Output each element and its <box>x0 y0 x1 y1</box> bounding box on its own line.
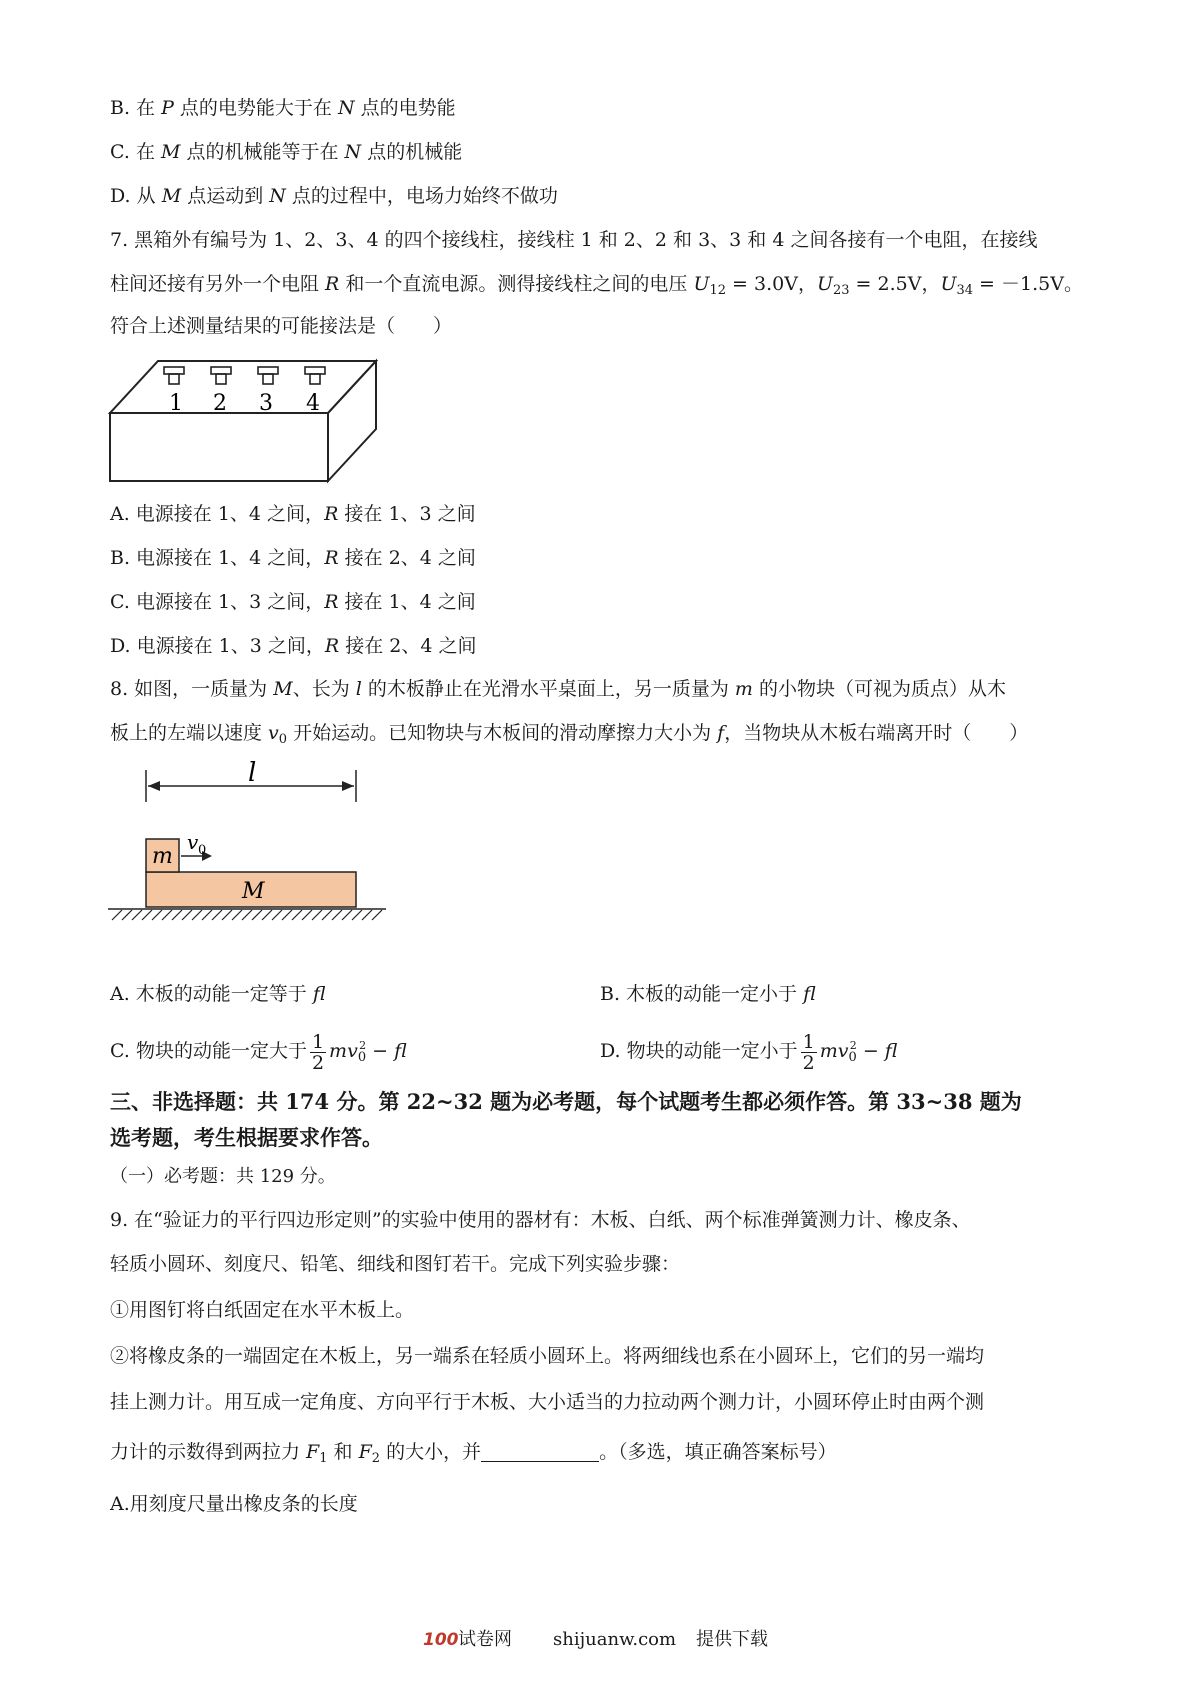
table-hatching <box>112 910 382 920</box>
q6-option-b: B. 在 P 点的电势能大于在 N 点的电势能 <box>110 97 456 119</box>
velocity-subscript: 0 <box>198 843 207 858</box>
q7-option-a: A. 电源接在 1、4 之间，R 接在 1、3 之间 <box>110 503 476 525</box>
q9-stem-line1: 9. 在“验证力的平行四边形定则”的实验中使用的器材有：木板、白纸、两个标准弹簧测力计、橡皮条、 <box>110 1209 971 1231</box>
length-label: l <box>248 760 257 788</box>
q7-option-c: C. 电源接在 1、3 之间，R 接在 1、4 之间 <box>110 591 476 613</box>
q6-option-d: D. 从 M 点运动到 N 点的过程中，电场力始终不做功 <box>110 185 558 207</box>
arrow-right-icon <box>342 781 354 791</box>
velocity-label: v <box>187 830 199 854</box>
q9-step2-line3: 力计的示数得到两拉力 $F_1$ 和 $F_2$ 的大小，并 。（多选，填正确答案标号） <box>110 1441 837 1466</box>
box-side-face <box>328 361 376 481</box>
answer-blank[interactable] <box>481 1441 599 1462</box>
q6-option-c: C. 在 M 点的机械能等于在 N 点的机械能 <box>110 141 463 163</box>
q9-step2-line1: ②将橡皮条的一端固定在木板上，另一端系在轻质小圆环上。将两细线也系在小圆环上，它们的另一端均 <box>110 1345 985 1367</box>
terminal-label-4: 4 <box>306 391 320 416</box>
terminal-3 <box>258 367 278 384</box>
terminal-label-3: 3 <box>259 391 273 416</box>
q7-stem-line3: 符合上述测量结果的可能接法是（ ） <box>110 315 453 337</box>
q7-stem-line1: 7. 黑箱外有编号为 1、2、3、4 的四个接线柱，接线柱 1 和 2、2 和 3、3 和 4 之间各接有一个电阻，在接线 <box>110 229 1038 251</box>
q8-option-a: A. 木板的动能一定等于 fl <box>110 983 326 1005</box>
board-label: M <box>242 879 265 904</box>
q9-step1: ①用图钉将白纸固定在水平木板上。 <box>110 1299 415 1321</box>
q7-stem-line2: 柱间还接有另外一个电阻 R 和一个直流电源。测得接线柱之间的电压 $U_{12} = 3.0V$，$U_{23} = 2.5V$，$U_{34} = -1.5V$。 <box>110 273 1083 298</box>
q7-option-d: D. 电源接在 1、3 之间，R 接在 2、4 之间 <box>110 635 477 657</box>
section3-subheading: （一）必考题：共 129 分。 <box>110 1166 336 1187</box>
site-logo: 100 <box>423 1630 459 1650</box>
q9-option-a: A.用刻度尺量出橡皮条的长度 <box>110 1493 358 1515</box>
arrow-left-icon <box>148 781 160 791</box>
q8-stem-line2: 板上的左端以速度 $v_0$ 开始运动。已知物块与木板间的滑动摩擦力大小为 f，当物块从木板右端离开时（ ） <box>110 722 1029 747</box>
terminal-2 <box>211 367 231 384</box>
q8-option-b: B. 木板的动能一定小于 fl <box>600 983 816 1005</box>
q9-stem-line2: 轻质小圆环、刻度尺、铅笔、细线和图钉若干。完成下列实验步骤： <box>110 1253 681 1275</box>
block-label: m <box>152 844 173 869</box>
box-front-face <box>110 413 328 481</box>
q9-step2-line2: 挂上测力计。用互成一定角度、方向平行于木板、大小适当的力拉动两个测力计，小圆环停止时由两个测 <box>110 1391 985 1413</box>
black-box-figure <box>108 355 380 485</box>
q7-option-b: B. 电源接在 1、4 之间，R 接在 2、4 之间 <box>110 547 476 569</box>
q8-option-c: C. 物块的动能一定大于 $\frac{1}{2}$ $mv_0^2$ − fl <box>110 1030 407 1074</box>
q8-option-d: D. 物块的动能一定小于 $\frac{1}{2}$ $mv_0^2$ − fl <box>600 1030 898 1074</box>
terminal-4 <box>305 367 325 384</box>
section3-heading-line1: 三、非选择题：共 174 分。第 22~32 题为必考题，每个试题考生都必须作答。第 33~38 题为 <box>110 1089 1022 1114</box>
terminal-label-1: 1 <box>169 391 183 416</box>
section3-heading-line2: 选考题，考生根据要求作答。 <box>110 1125 383 1150</box>
site-name: 试卷网 <box>458 1629 512 1650</box>
terminal-label-2: 2 <box>213 391 227 416</box>
download-text: 提供下载 <box>696 1629 768 1650</box>
q8-stem-line1: 8. 如图，一质量为 M、长为 l 的木板静止在光滑水平桌面上，另一质量为 m 的小物块（可视为质点）从木 <box>110 678 1006 700</box>
board-block-figure <box>108 760 388 960</box>
site-url[interactable]: shijuanw.com <box>553 1629 677 1650</box>
terminal-1 <box>164 367 184 384</box>
